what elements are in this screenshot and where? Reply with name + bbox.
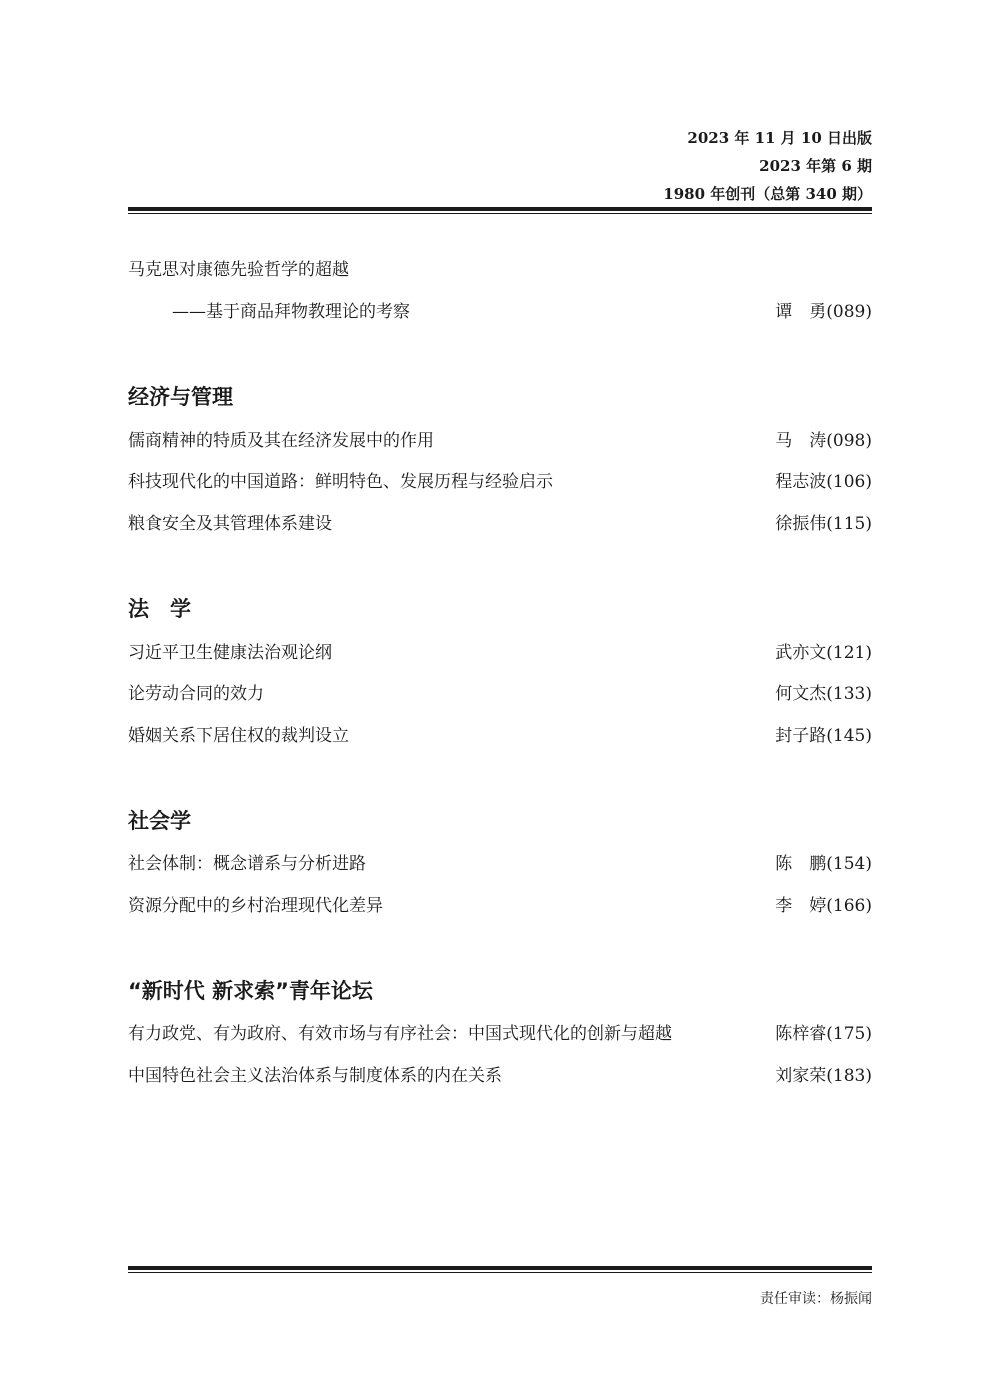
author-page: 徐振伟(115) (775, 514, 872, 534)
author-page: 陈梓睿(175) (775, 1024, 872, 1044)
section-heading-economics: 经济与管理 (128, 385, 233, 409)
author-page: 何文杰(133) (775, 684, 872, 704)
article-title: 中国特色社会主义法治体系与制度体系的内在关系 (128, 1066, 502, 1086)
bottom-divider (128, 1266, 872, 1273)
article-title: 婚姻关系下居住权的裁判设立 (128, 726, 349, 746)
author-page: 李 婷(166) (775, 896, 872, 916)
top-divider (128, 207, 872, 214)
toc-entry-subtitle[interactable] (128, 298, 872, 326)
section-heading-sociology: 社会学 (128, 809, 191, 833)
article-title: 儒商精神的特质及其在经济发展中的作用 (128, 431, 434, 451)
author-page: 谭 勇(089) (775, 302, 872, 322)
section-heading-youth-forum: “新时代 新求索”青年论坛 (128, 979, 373, 1003)
toc-entry[interactable] (128, 510, 872, 538)
article-title: 马克思对康德先验哲学的超越 (128, 260, 349, 280)
article-title: 资源分配中的乡村治理现代化差异 (128, 896, 383, 916)
article-title: 粮食安全及其管理体系建设 (128, 514, 332, 534)
toc-entry[interactable] (128, 1062, 872, 1090)
author-page: 陈 鹏(154) (775, 854, 872, 874)
author-page: 程志波(106) (775, 472, 872, 492)
author-page: 武亦文(121) (775, 643, 872, 663)
toc-entry[interactable] (128, 468, 872, 496)
article-title: 社会体制：概念谱系与分析进路 (128, 854, 366, 874)
author-page: 马 涛(098) (775, 431, 872, 451)
section-heading-law: 法 学 (128, 597, 191, 621)
author-page: 刘家荣(183) (775, 1066, 872, 1086)
toc-entry[interactable] (128, 1020, 872, 1048)
toc-entry[interactable] (128, 427, 872, 455)
author-page: 封子路(145) (775, 726, 872, 746)
toc-entry[interactable] (128, 639, 872, 667)
toc-entry[interactable] (128, 256, 872, 284)
publication-date: 2023 年 11 月 10 日出版 (687, 129, 872, 147)
toc-entry[interactable] (128, 892, 872, 920)
article-title: 习近平卫生健康法治观论纲 (128, 643, 332, 663)
article-title: 论劳动合同的效力 (128, 684, 264, 704)
toc-entry[interactable] (128, 850, 872, 878)
article-title: 有力政党、有为政府、有效市场与有序社会：中国式现代化的创新与超越 (128, 1024, 672, 1044)
toc-entry[interactable] (128, 680, 872, 708)
responsible-reviewer: 责任审读：杨振闻 (760, 1291, 872, 1307)
founding-info: 1980 年创刊（总第 340 期） (663, 185, 872, 203)
article-subtitle: ——基于商品拜物教理论的考察 (172, 302, 410, 322)
article-title: 科技现代化的中国道路：鲜明特色、发展历程与经验启示 (128, 472, 553, 492)
toc-entry[interactable] (128, 722, 872, 750)
issue-number: 2023 年第 6 期 (759, 157, 872, 175)
publication-info (663, 124, 872, 208)
